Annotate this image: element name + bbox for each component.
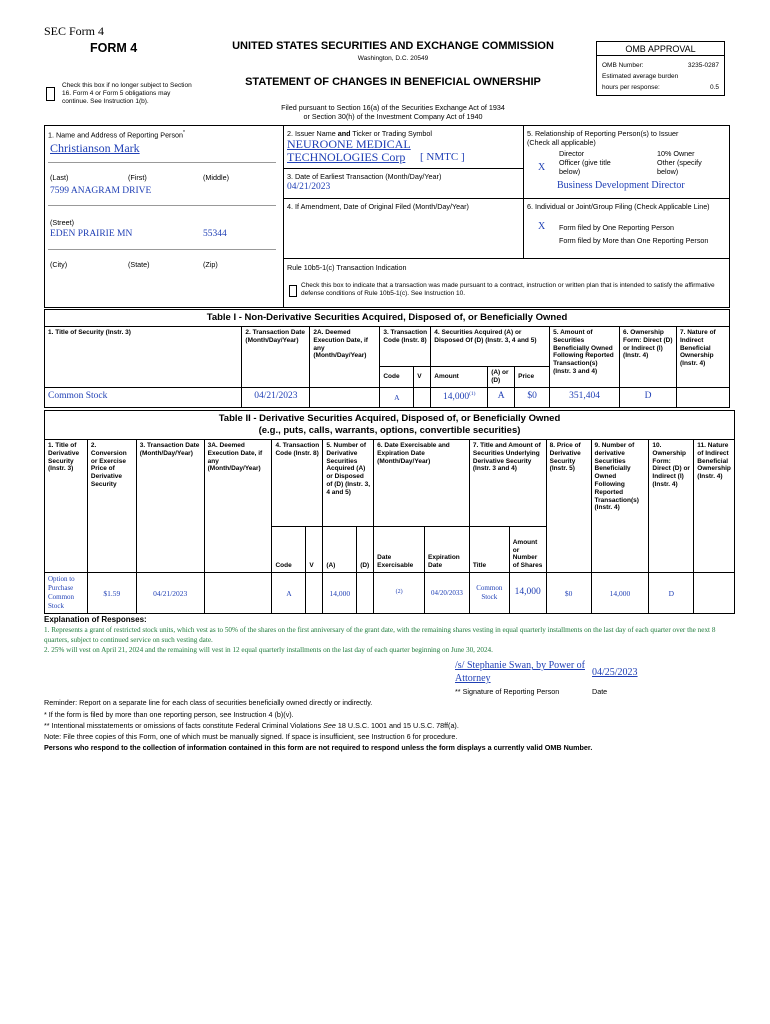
signature-label: ** Signature of Reporting Person [455,687,560,696]
issuer-ticker: [ NMTC ] [420,151,465,163]
t1-col-owned: 5. Amount of Securities Beneficially Owned Following Reported Transaction(s) (Instr. 3 and 4) [550,327,620,388]
t1-row-nature [676,387,729,407]
t1-row-price: $0 [515,387,550,407]
person-city: EDEN PRAIRIE MN [50,229,133,239]
t2-sub-expiration: Expiration Date [425,527,470,573]
omb-hours: 0.5 [709,84,719,91]
issuer-label: 2. Issuer Name and Ticker or Trading Symbol [287,129,433,138]
t2-sub-a: (A) [323,527,357,573]
t2-row-owned: 14,000 [591,573,649,614]
t1-col-nature: 7. Nature of Indirect Beneficial Ownership (Instr. 4) [676,327,729,388]
t1-sub-aord: (A) or (D) [488,367,515,388]
t1-row-deemed [310,387,380,407]
signature-date-label: Date [592,687,608,696]
table-2-title: Table II - Derivative Securities Acquired, Disposed of, or Beneficially Owned (e.g., puts, calls, warrants, options, convertible securities) [45,411,735,440]
statement-title: STATEMENT OF CHANGES IN BENEFICIAL OWNERSHIP [245,76,541,88]
explanation-title: Explanation of Responses: [44,615,147,624]
footnote-1: 1. Represents a grant of restricted stock units, which vest as to 50% of the shares on the first anniversary of the grant date, with the remaining shares vesting in equal quarterly installments on the last day of each quarter over the next 8 quarters, subject to continued service on such vesting date. [44,626,716,644]
omb-approval-box [596,41,725,96]
t1-row-aord: A [488,387,515,407]
t2-row-u-title: Common Stock [469,573,509,614]
t2-sub-d: (D) [357,527,374,573]
t1-row-code: A [380,387,414,407]
t1-row-owned: 351,404 [550,387,620,407]
t1-sub-amount: Amount [431,367,488,388]
table-1-title: Table I - Non-Derivative Securities Acquired, Disposed of, or Beneficially Owned [45,310,730,327]
table-row [45,573,735,614]
state-label: (State) [128,260,150,269]
table-row [45,387,730,407]
t1-col-title: 1. Title of Security (Instr. 3) [45,327,242,388]
omb-notice: Persons who respond to the collection of information contained in this form are not required to respond unless the form displays a currently valid OMB Number. [44,743,593,752]
officer-option[interactable]: Officer (give title below) [559,158,611,176]
filing-more-option[interactable]: Form filed by More than One Reporting Person [559,236,709,245]
rule-label: Rule 10b5-1(c) Transaction Indication [287,263,407,272]
last-label: (Last) [50,173,69,182]
sec-form-label: SEC Form 4 [44,24,105,38]
t2-col-conversion: 2. Conversion or Exercise Price of Derivative Security [87,440,136,573]
t2-sub-v: V [306,527,323,573]
t2-row-v [306,573,323,614]
filed-pursuant-line2: or Section 30(h) of the Investment Company Act of 1940 [303,112,483,121]
first-label: (First) [128,173,147,182]
t2-row-date: 04/21/2023 [136,573,204,614]
t2-row-exercisable: (2) [374,573,425,614]
table-1 [44,309,730,408]
t2-row-a: 14,000 [323,573,357,614]
t2-col-price: 8. Price of Derivative Security (Instr. 5) [546,440,591,573]
filed-pursuant-line1: Filed pursuant to Section 16(a) of the Securities Exchange Act of 1934 [281,103,505,112]
signature-date: 04/25/2023 [592,667,638,678]
person-address: 7599 ANAGRAM DRIVE [50,186,152,196]
t2-row-d [357,573,374,614]
t2-col-code: 4. Transaction Code (Instr. 8) [272,440,323,527]
t1-row-date: 04/21/2023 [242,387,310,407]
t2-row-deemed [204,573,272,614]
zip-label: (Zip) [203,260,218,269]
person-label: 1. Name and Address of Reporting Person* [48,130,185,140]
t2-col-title: 1. Title of Derivative Security (Instr. 3) [45,440,88,573]
t2-sub-title: Title [469,527,509,573]
t2-row-expiration: 04/20/2033 [425,573,470,614]
section16-text: Check this box if no longer subject to Section 16. Form 4 or Form 5 obligations may continue. See Instruction 1(b). [62,82,192,105]
t2-row-u-shares: 14,000 [509,573,546,614]
t1-row-amount: 14,000$^{(1)}$ [431,387,488,407]
footnote-2: 2. 25% will vest on April 21, 2024 and the remaining will vest in 12 equal quarterly installments on the last day of each quarter beginning on June 30, 2024. [44,646,493,654]
note-2: ** Intentional misstatements or omissions of facts constitute Federal Criminal Violations See 18 U.S.C. 1001 and 15 U.S.C. 78ff(a). [44,721,459,730]
omb-hours-label: hours per response: [602,84,660,91]
t2-row-nature [694,573,735,614]
person-zip: 55344 [203,229,227,239]
t2-col-date: 3. Transaction Date (Month/Day/Year) [136,440,204,573]
other-option[interactable]: Other (specify below) [657,158,702,176]
t2-col-underlying: 7. Title and Amount of Securities Underlying Derivative Security (Instr. 3 and 4) [469,440,546,527]
reminder-text: Reminder: Report on a separate line for each class of securities beneficially owned directly or indirectly. [44,698,373,707]
t1-row-form: D [620,387,677,407]
t2-row-deriv-price: $0 [546,573,591,614]
t1-sub-v: V [414,367,431,388]
filing-label: 6. Individual or Joint/Group Filing (Check Applicable Line) [527,202,710,211]
t2-col-exercisable: 6. Date Exercisable and Expiration Date (Month/Day/Year) [374,440,470,527]
form-title: FORM 4 [90,41,138,55]
t2-col-form: 10. Ownership Form: Direct (D) or Indirect (I) (Instr. 4) [649,440,694,573]
section16-checkbox[interactable] [46,87,55,101]
t2-sub-shares: Amount or Number of Shares [509,527,546,573]
note-3: Note: File three copies of this Form, one of which must be manually signed. If space is insufficient, see Instruction 6 for procedure. [44,732,458,741]
table-2 [44,410,735,614]
earliest-date: 04/21/2023 [287,182,331,192]
t1-col-date: 2. Transaction Date (Month/Day/Year) [242,327,310,388]
rule-text: Check this box to indicate that a transaction was made pursuant to a contract, instruction or written plan that is intended to satisfy the affirmative defense conditions of Rule 10b5-1(c). See Instruction 10. [301,282,715,297]
t1-sub-price: Price [515,367,550,388]
relationship-label: 5. Relationship of Reporting Person(s) to Issuer [527,129,679,138]
amendment-label: 4. If Amendment, Date of Original Filed (Month/Day/Year) [287,202,469,211]
city-label: (City) [50,260,68,269]
owner-option[interactable]: 10% Owner [657,149,695,158]
t1-sub-code: Code [380,367,414,388]
t1-col-securities: 4. Securities Acquired (A) or Disposed Of (D) (Instr. 3, 4 and 5) [431,327,550,367]
agency-location: Washington, D.C. 20549 [357,55,429,62]
relationship-sublabel: (Check all applicable) [527,138,596,147]
issuer-name[interactable]: NEUROONE MEDICAL TECHNOLOGIES Corp [287,137,411,164]
t2-col-nature: 11. Nature of Indirect Beneficial Ownership (Instr. 4) [694,440,735,573]
omb-burden-label: Estimated average burden [602,73,679,80]
t2-col-owned: 9. Number of derivative Securities Beneficially Owned Following Reported Transaction(s) (Instr. 4) [591,440,649,573]
filing-check-mark: X [538,221,546,232]
rule-checkbox[interactable] [289,285,297,297]
street-label: (Street) [50,218,74,227]
omb-number-label: OMB Number: [602,62,644,69]
signature-name[interactable]: /s/ Stephanie Swan, by Power of Attorney [455,660,585,684]
note-1: * If the form is filed by more than one reporting person, see Instruction 4 (b)(v). [44,710,294,719]
middle-label: (Middle) [203,173,229,182]
t2-sub-exercisable: Date Exercisable [374,527,425,573]
officer-check-mark: X [538,162,546,173]
t2-row-price: $1.59 [87,573,136,614]
director-option[interactable]: Director [559,149,585,158]
t2-sub-code: Code [272,527,306,573]
t2-row-title: Option to Purchase Common Stock [45,573,88,614]
t1-col-code: 3. Transaction Code (Instr. 8) [380,327,431,367]
filing-one-option[interactable]: Form filed by One Reporting Person [559,223,675,232]
omb-title: OMB APPROVAL [597,42,724,56]
omb-number: 3235-0287 [687,62,719,69]
t2-col-number: 5. Number of Derivative Securities Acquired (A) or Disposed of (D) (Instr. 3, 4 and 5) [323,440,374,527]
t1-col-form: 6. Ownership Form: Direct (D) or Indirect (I) (Instr. 4) [620,327,677,388]
person-name[interactable]: Christianson Mark [50,141,140,155]
t2-row-form: D [649,573,694,614]
t1-row-v [414,387,431,407]
t1-row-title: Common Stock [45,387,242,407]
officer-title: Business Development Director [557,180,685,191]
t2-row-code: A [272,573,306,614]
earliest-date-label: 3. Date of Earliest Transaction (Month/Day/Year) [287,172,442,181]
agency-title: UNITED STATES SECURITIES AND EXCHANGE COMMISSION [232,40,554,52]
t2-col-deemed: 3A. Deemed Execution Date, if any (Month/Day/Year) [204,440,272,573]
t1-col-deemed: 2A. Deemed Execution Date, if any (Month/Day/Year) [310,327,380,388]
